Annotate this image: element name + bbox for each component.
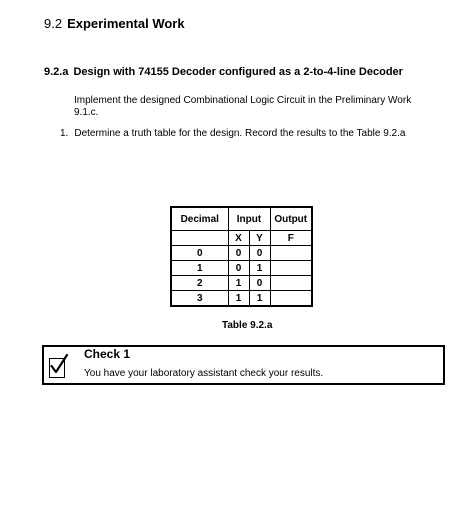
step-item xyxy=(60,128,405,139)
check-text: You have your laboratory assistant check your results. xyxy=(84,368,324,379)
table-header-row xyxy=(171,207,312,231)
cell-y: 0 xyxy=(249,246,270,261)
truth-table xyxy=(170,206,313,307)
cell-y: 1 xyxy=(249,261,270,276)
subheader-f: F xyxy=(270,231,312,246)
cell-decimal: 1 xyxy=(171,261,228,276)
cell-f[interactable] xyxy=(270,246,312,261)
header-decimal: Decimal xyxy=(171,207,228,231)
cell-x: 1 xyxy=(228,276,249,291)
cell-f[interactable] xyxy=(270,291,312,307)
section-number: 9.2 xyxy=(44,16,63,31)
subsection-number: 9.2.a xyxy=(44,66,69,78)
table-subheader-row xyxy=(171,231,312,246)
step-number: 1. xyxy=(60,128,69,139)
intro-paragraph: Implement the designed Combinational Logic Circuit in the Preliminary Work 9.1.c. xyxy=(74,95,412,118)
cell-y: 1 xyxy=(249,291,270,307)
cell-x: 0 xyxy=(228,261,249,276)
table-row xyxy=(171,246,312,261)
cell-decimal: 0 xyxy=(171,246,228,261)
table-row xyxy=(171,261,312,276)
subheader-empty xyxy=(171,231,228,246)
checkmark-icon xyxy=(49,358,65,378)
subheader-x: X xyxy=(228,231,249,246)
cell-f[interactable] xyxy=(270,261,312,276)
header-input: Input xyxy=(228,207,270,231)
cell-decimal: 3 xyxy=(171,291,228,307)
cell-f[interactable] xyxy=(270,276,312,291)
table-row xyxy=(171,276,312,291)
table-caption: Table 9.2.a xyxy=(222,320,273,331)
section-title: Experimental Work xyxy=(67,16,185,31)
table-row xyxy=(171,291,312,307)
section-heading xyxy=(44,16,185,31)
subheader-y: Y xyxy=(249,231,270,246)
step-text: Determine a truth table for the design. Record the results to the Table 9.2.a xyxy=(74,128,406,139)
subsection-heading xyxy=(44,66,403,78)
cell-decimal: 2 xyxy=(171,276,228,291)
check-title: Check 1 xyxy=(84,347,131,361)
cell-y: 0 xyxy=(249,276,270,291)
cell-x: 1 xyxy=(228,291,249,307)
header-output: Output xyxy=(270,207,312,231)
cell-x: 0 xyxy=(228,246,249,261)
subsection-title: Design with 74155 Decoder configured as a 2-to-4-line Decoder xyxy=(73,66,403,78)
